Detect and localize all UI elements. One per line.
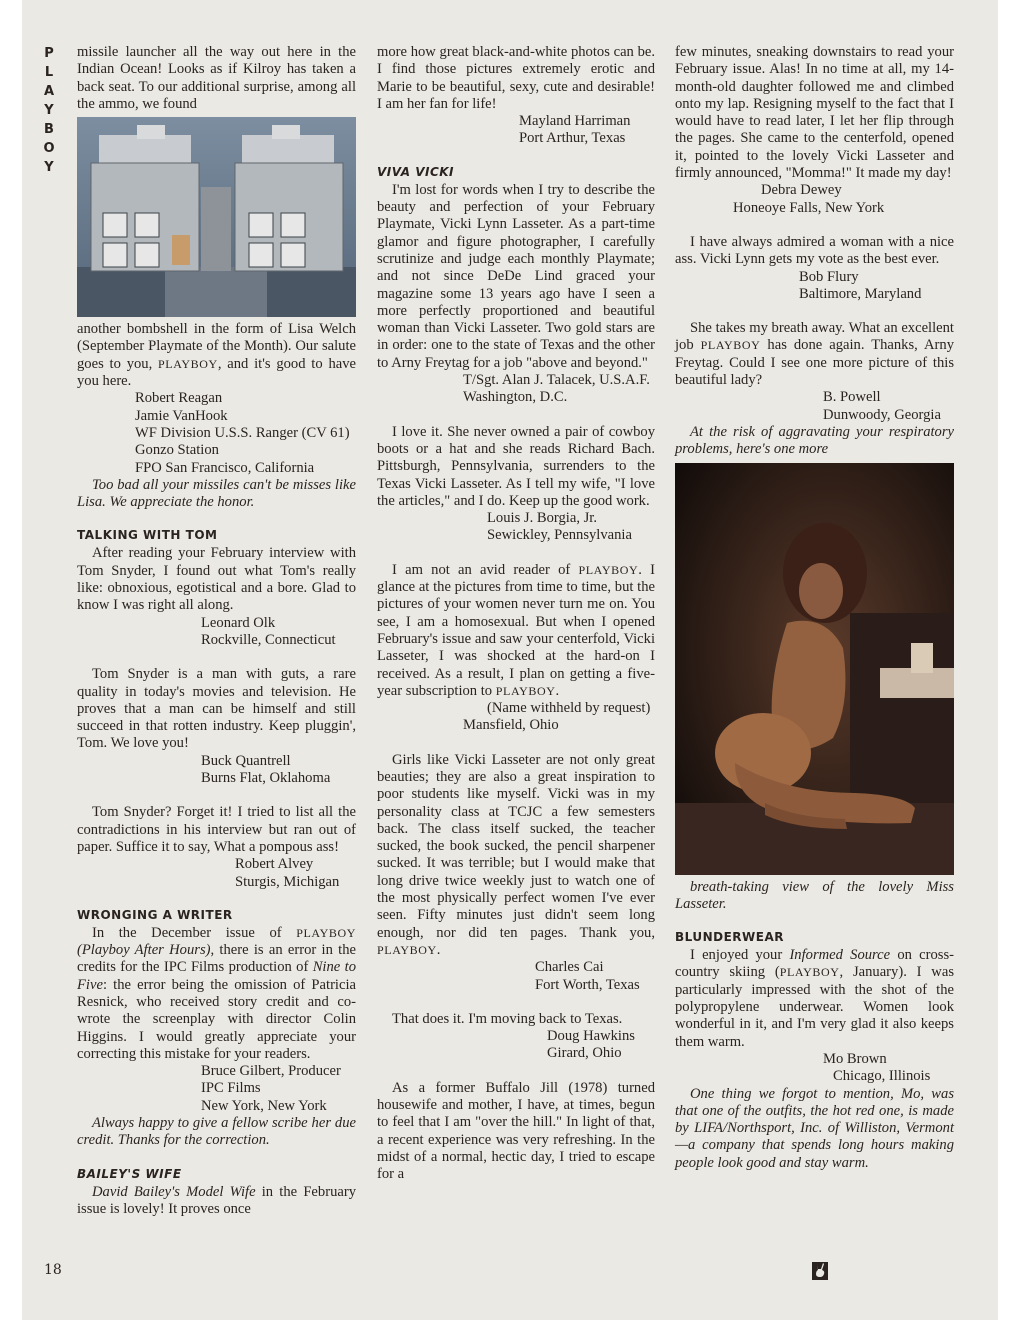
- column-2: [377, 44, 655, 1184]
- signature: Fort Worth, Texas: [535, 976, 640, 993]
- signature: IPC Films: [201, 1080, 261, 1097]
- section-heading: WRONGING A WRITER: [77, 907, 233, 922]
- signature: Mo Brown: [823, 1050, 887, 1067]
- column-3: [675, 44, 954, 1172]
- missile-launcher-photo: [77, 117, 356, 317]
- signature: FPO San Francisco, California: [135, 459, 315, 476]
- letter-text: more how great black-and-white photos can be. I find those pictures extremely erotic and Marie to be beautiful, sexy, cute and desirable! I am her fan for life!: [377, 44, 655, 112]
- playboy-wordmark: PLAYBOY: [377, 942, 437, 957]
- signature: Jamie VanHook: [135, 407, 228, 424]
- letter-text: Girls like Vicki Lasseter are not only great beauties; they are also a great inspiration to poor students like myself. Vicki was in my personality class at TCJC a few semesters back. The class itself sucked, the teacher sucked, the book sucked, the pencil sharpener sucked. It was terrible; but I would make that long drive twice weekly just to watch one of the most physically perfect women I've ever seen. Fifty minutes just didn't seem long enough, nor did ten pages. Thank you, PLAYBOY.: [377, 751, 655, 958]
- signature: Port Arthur, Texas: [519, 130, 626, 147]
- signature: Robert Alvey: [235, 856, 314, 873]
- playboy-wordmark: PLAYBOY: [495, 683, 556, 698]
- signature: Chicago, Illinois: [833, 1068, 931, 1085]
- centerfold-photo: [675, 463, 954, 875]
- letter-text: After reading your February interview with Tom Snyder, I found out what Tom's really like: obnoxious, egotistical and a bore. Glad to know I was right all along.: [77, 545, 356, 614]
- section-heading: BAILEY'S WIFE: [77, 1166, 182, 1181]
- signature: Girard, Ohio: [547, 1045, 622, 1062]
- signature: Baltimore, Maryland: [799, 285, 922, 302]
- letter-text: I enjoyed your Informed Source on cross-country skiing (PLAYBOY, January). I was particularly impressed with the shot of the polypropylene underwear. Women look wonderful in it, and I'm very glad it also keeps them warm.: [675, 947, 954, 1050]
- signature: New York, New York: [201, 1097, 327, 1114]
- letter-text: In the December issue of PLAYBOY (Playboy After Hours), there is an error in the credits for the IPC Films production of Nine to Five: the error being the omission of Patricia Resnick, who received story credit and co-wrote the screenplay with director Colin Higgins. I would greatly appreciate your correcting this mistake for your readers.: [77, 924, 356, 1062]
- section-heading: VIVA VICKI: [377, 164, 455, 179]
- editor-reply: Always happy to give a fellow scribe her due credit. Thanks for the correction.: [77, 1115, 356, 1149]
- letter-text: few minutes, sneaking downstairs to read your February issue. Alas! In no time at all, my 14-month-old daughter followed me and climbed onto my lap. Resigning myself to the fact that I would have to read later, I let her flip through the pages. She came to the centerfold, opened it, pointed to the lovely Vicki Lasseter and firmly announced, "Momma!" It made my day!: [675, 44, 954, 182]
- signature: Louis J. Borgia, Jr.: [487, 510, 598, 527]
- letter-text: She takes my breath away. What an excellent job PLAYBOY has done again. Thanks, Arny Freytag. Could I see one more picture of this beautiful lady?: [675, 320, 954, 389]
- section-heading: TALKING WITH TOM: [77, 528, 218, 543]
- editor-reply: One thing we forgot to mention, Mo, was that one of the outfits, the hot red one, is made by LIFA/Northsport, Inc. of Williston, Vermont—a company that spends long hours making people look good and stay warm.: [675, 1085, 954, 1171]
- rabbit-head-icon: [812, 1262, 828, 1280]
- signature: Bob Flury: [799, 268, 859, 285]
- signature: Sewickley, Pennsylvania: [487, 527, 632, 544]
- signature: Honeoye Falls, New York: [733, 199, 885, 216]
- signature: Charles Cai: [535, 959, 604, 976]
- letter-text: I'm lost for words when I try to describe the beauty and perfection of your February Playmate, Vicki Lynn Lasseter. As a part-time glamor and figure photographer, I carefully scrutinize and judge each monthly Playmate; and not since DeDe Lind graced your magazine some 13 years ago have I seen a more perfectly proportioned and beautiful woman than Vicki Lasseter. Two gold stars are in order: one to the state of Texas and the other to Arny Freytag for a job "above and beyond.": [377, 181, 655, 371]
- signature: Robert Reagan: [135, 390, 223, 407]
- letter-text: missile launcher all the way out here in the Indian Ocean! Looks as if Kilroy has taken a back seat. To our additional surprise, among all the ammo, we found: [77, 44, 356, 112]
- signature: Doug Hawkins: [547, 1028, 635, 1045]
- editor-reply: breath-taking view of the lovely Miss Lasseter.: [675, 878, 954, 912]
- signature: Gonzo Station: [135, 442, 219, 459]
- signature: T/Sgt. Alan J. Talacek, U.S.A.F.: [463, 372, 650, 389]
- letter-text: As a former Buffalo Jill (1978) turned housewife and mother, I have, at times, begun to feel that I am "over the hill." In light of that, a recent experience was very refreshing. In the midst of a normal, hectic day, I tried to escape for a: [377, 1079, 655, 1183]
- signature: Dunwoody, Georgia: [823, 406, 941, 423]
- playboy-wordmark: PLAYBOY: [158, 356, 218, 371]
- signature: Leonard Olk: [201, 614, 276, 631]
- section-heading: BLUNDERWEAR: [675, 930, 785, 945]
- letter-text: I am not an avid reader of PLAYBOY. I glance at the pictures from time to time, but the pictures of your women never turn me on. You see, I am a homosexual. But when I opened February's issue and saw your centerfold, Vicki Lasseter, I was shocked at the hard-on I received. As a result, I plan on getting a five-year subscription to PLAYBOY.: [377, 561, 655, 699]
- letter-text: Tom Snyder is a man with guts, a rare quality in today's movies and television. He proves that a man can be himself and still succeed in that rotten industry. Keep pluggin', Tom. We love you!: [77, 666, 356, 752]
- column-1: [77, 44, 356, 1218]
- letter-text: another bombshell in the form of Lisa Welch (September Playmate of the Month). Our salute goes to you, PLAYBOY, and it's good to have you here.: [77, 321, 357, 390]
- letter-text: Tom Snyder? Forget it! I tried to list all the contradictions in his interview but ran out of paper. Suffice it to say, What a pompous ass!: [77, 804, 356, 855]
- editor-reply: At the risk of aggravating your respiratory problems, here's one more: [675, 423, 954, 458]
- letter-text: David Bailey's Model Wife in the February issue is lovely! It proves once: [77, 1183, 356, 1217]
- signature: B. Powell: [823, 389, 881, 406]
- playboy-wordmark: PLAYBOY: [779, 965, 840, 980]
- letter-text: I love it. She never owned a pair of cowboy boots or a hat and she reads Richard Bach. Pittsburgh, Pennsylvania, surrenders to the Texas Vicki Lasseter. As I tell my wife, "I love the articles," and I do. Keep up the good work.: [377, 423, 655, 509]
- signature: Rockville, Connecticut: [201, 631, 336, 648]
- letter-text: That does it. I'm moving back to Texas.: [392, 1010, 623, 1027]
- signature: Mansfield, Ohio: [463, 717, 559, 734]
- signature: (Name withheld by request): [487, 700, 651, 717]
- signature: WF Division U.S.S. Ranger (CV 61): [135, 424, 350, 441]
- signature: Debra Dewey: [761, 182, 842, 199]
- page-number: 18: [44, 1262, 62, 1278]
- editor-reply: Too bad all your missiles can't be misses like Lisa. We appreciate the honor.: [77, 476, 356, 511]
- signature: Mayland Harriman: [519, 113, 631, 130]
- signature: Bruce Gilbert, Producer: [201, 1063, 341, 1080]
- signature: Buck Quantrell: [201, 752, 291, 769]
- playboy-wordmark: PLAYBOY: [700, 338, 761, 353]
- letter-text: I have always admired a woman with a nice ass. Vicki Lynn gets my vote as the best ever.: [675, 233, 954, 268]
- playboy-wordmark: PLAYBOY: [578, 562, 639, 577]
- signature: Sturgis, Michigan: [235, 873, 340, 890]
- signature: Burns Flat, Oklahoma: [201, 770, 331, 787]
- playboy-masthead: P L A Y B O Y: [43, 46, 55, 175]
- playboy-wordmark: PLAYBOY: [296, 925, 356, 940]
- signature: Washington, D.C.: [463, 389, 568, 406]
